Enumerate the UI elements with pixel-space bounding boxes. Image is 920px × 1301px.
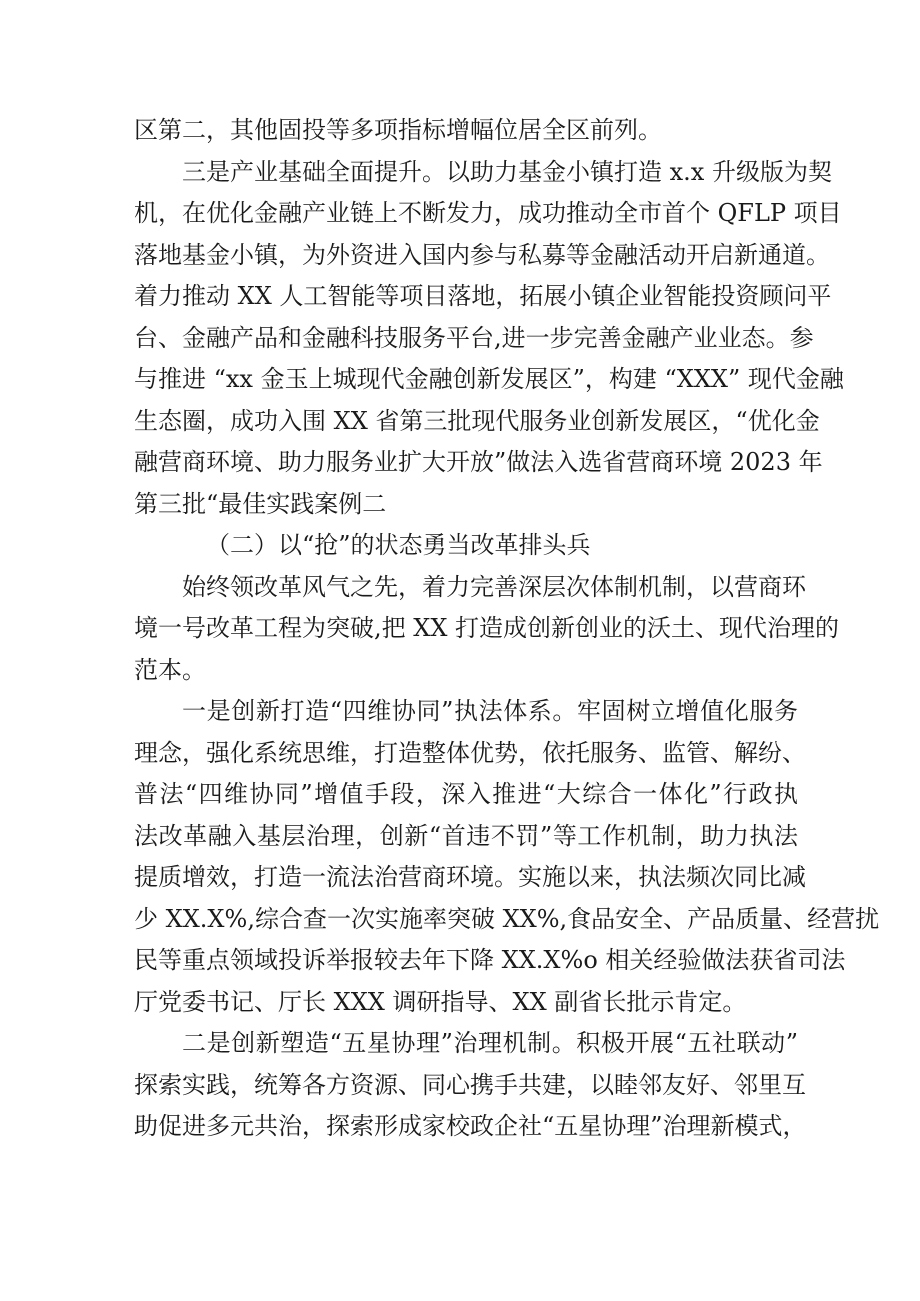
paragraph-line: 探索实践，统筹各方资源、同心携手共建，以睦邻友好、邻里互	[134, 1070, 806, 1099]
paragraph-line: 机，在优化金融产业链上不断发力，成功推动全市首个 QFLP 项目	[134, 199, 842, 227]
paragraph-line: 三是产业基础全面提升。以助力基金小镇打造 x.x 升级版为契	[182, 157, 832, 186]
paragraph-line: 二是创新塑造“五星协理”治理机制。积极开展“五社联动”	[182, 1029, 798, 1057]
paragraph-line: 一是创新打造“四维协同”执法体系。牢固树立增值化服务	[182, 697, 798, 725]
document-body	[134, 110, 880, 1148]
paragraph-line: 少 XX.X%,综合查一次实施率突破 XX%,食品安全、产品质量、经营扰	[134, 904, 880, 933]
paragraph-line: 厅党委书记、厅长 XXX 调研指导、XX 副省长批示肯定。	[134, 987, 747, 1016]
paragraph-line: 助促进多元共治，探索形成家校政企社“五星协理”治理新模式，	[134, 1112, 807, 1140]
paragraph-line: 境一号改革工程为突破,把 XX 打造成创新创业的沃土、现代治理的	[134, 614, 840, 642]
paragraph-line: 台、金融产品和金融科技服务平台,进一步完善金融产业业态。参	[134, 323, 814, 352]
paragraph-line: 理念，强化系统思维，打造整体优势，依托服务、监管、解纷、	[134, 738, 806, 767]
paragraph-line: 民等重点领域投诉举报较去年下降 XX.X%o 相关经验做法获省司法	[134, 946, 846, 974]
paragraph-line: 落地基金小镇，为外资进入国内参与私募等金融活动开启新通道。	[134, 240, 830, 269]
paragraph-line: 与推进 “xx 金玉上城现代金融创新发展区”，构建 “XXX” 现代金融	[134, 365, 844, 393]
paragraph-line: 始终领改革风气之先，着力完善深层次体制机制，以营商环	[182, 572, 806, 601]
paragraph-line: 法改革融入基层治理，创新“首违不罚”等工作机制，助力执法	[134, 821, 798, 850]
paragraph-line: 着力推动 XX 人工智能等项目落地，拓展小镇企业智能投资顾问平	[134, 282, 832, 310]
paragraph-line: 融营商环境、助力服务业扩大开放”做法入选省营商环境 2023 年	[134, 448, 823, 476]
section-heading: （二）以“抢”的状态勇当改革排头兵	[206, 531, 591, 559]
paragraph-line: 第三批“最佳实践案例二	[134, 489, 387, 518]
paragraph-line: 区第二，其他固投等多项指标增幅位居全区前列。	[134, 116, 662, 144]
paragraph-line: 生态圈，成功入围 XX 省第三批现代服务业创新发展区，“优化金	[134, 406, 820, 435]
paragraph-line: 提质增效，打造一流法治营商环境。实施以来，执法频次同比减	[134, 863, 806, 891]
paragraph-line: 普法“四维协同”增值手段，深入推进“大综合一体化”行政执	[134, 780, 798, 808]
paragraph-line: 范本。	[134, 655, 206, 684]
